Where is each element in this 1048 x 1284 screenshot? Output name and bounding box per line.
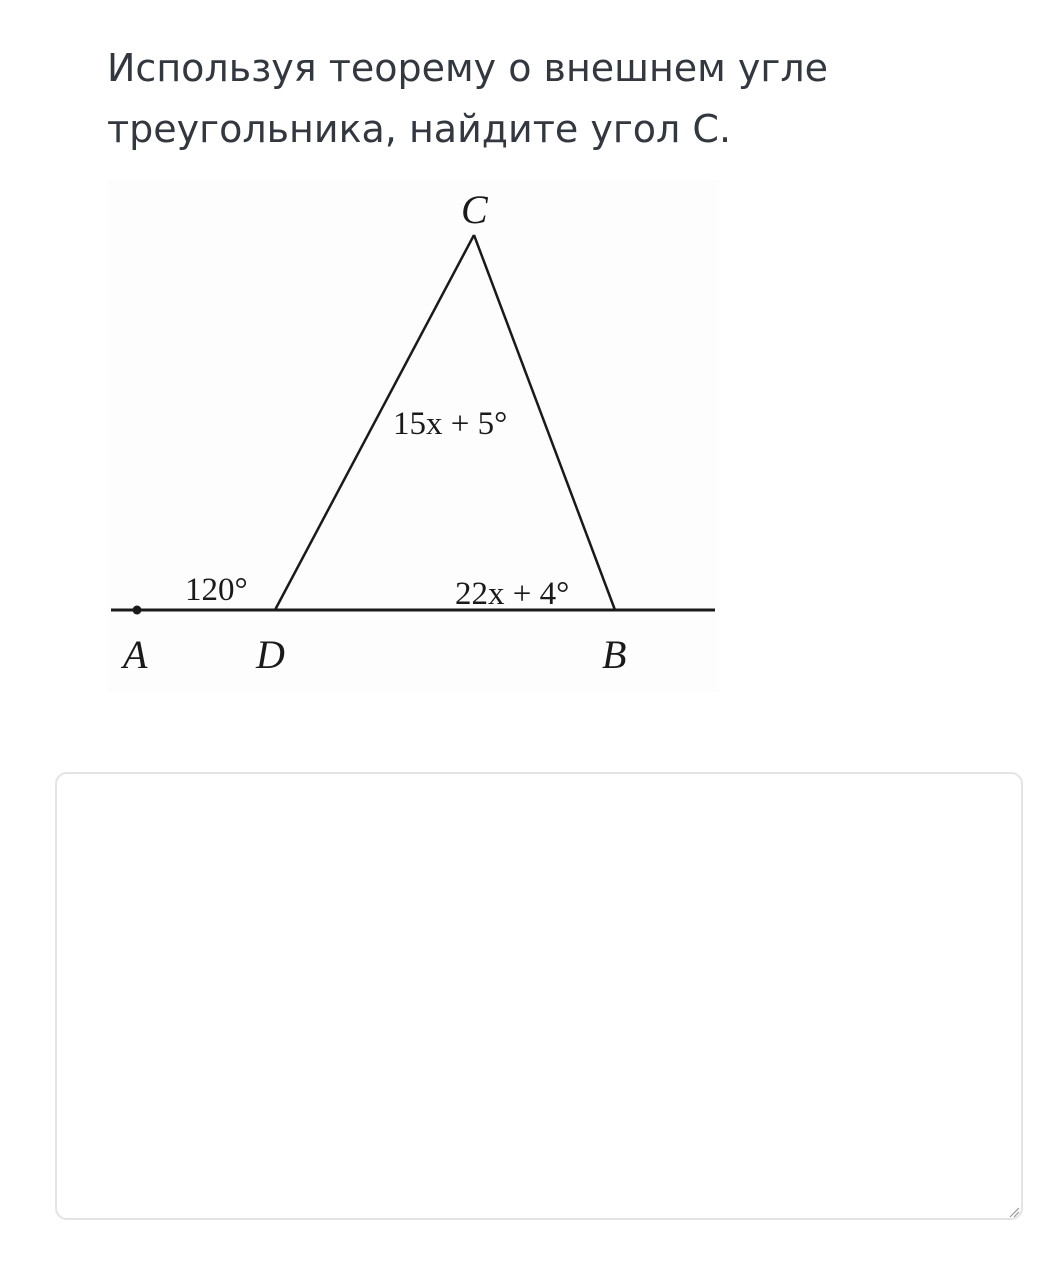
point-d-label: D	[256, 632, 285, 677]
angle-d-exterior-label: 120°	[185, 572, 248, 608]
triangle-figure	[107, 180, 719, 692]
point-a-label: A	[123, 632, 148, 677]
point-c-label: C	[461, 187, 488, 232]
angle-c-label: 15x + 5°	[393, 406, 508, 442]
triangle-diagram	[107, 180, 719, 692]
angle-b-label: 22x + 4°	[455, 576, 570, 612]
answer-input[interactable]	[55, 772, 1023, 1220]
point-a-dot	[133, 606, 142, 615]
question-text: Используя теорему о внешнем угле треугольника, найдите угол С.	[107, 46, 829, 151]
point-b-label: B	[602, 632, 627, 677]
resize-handle-icon[interactable]	[1008, 1206, 1020, 1218]
